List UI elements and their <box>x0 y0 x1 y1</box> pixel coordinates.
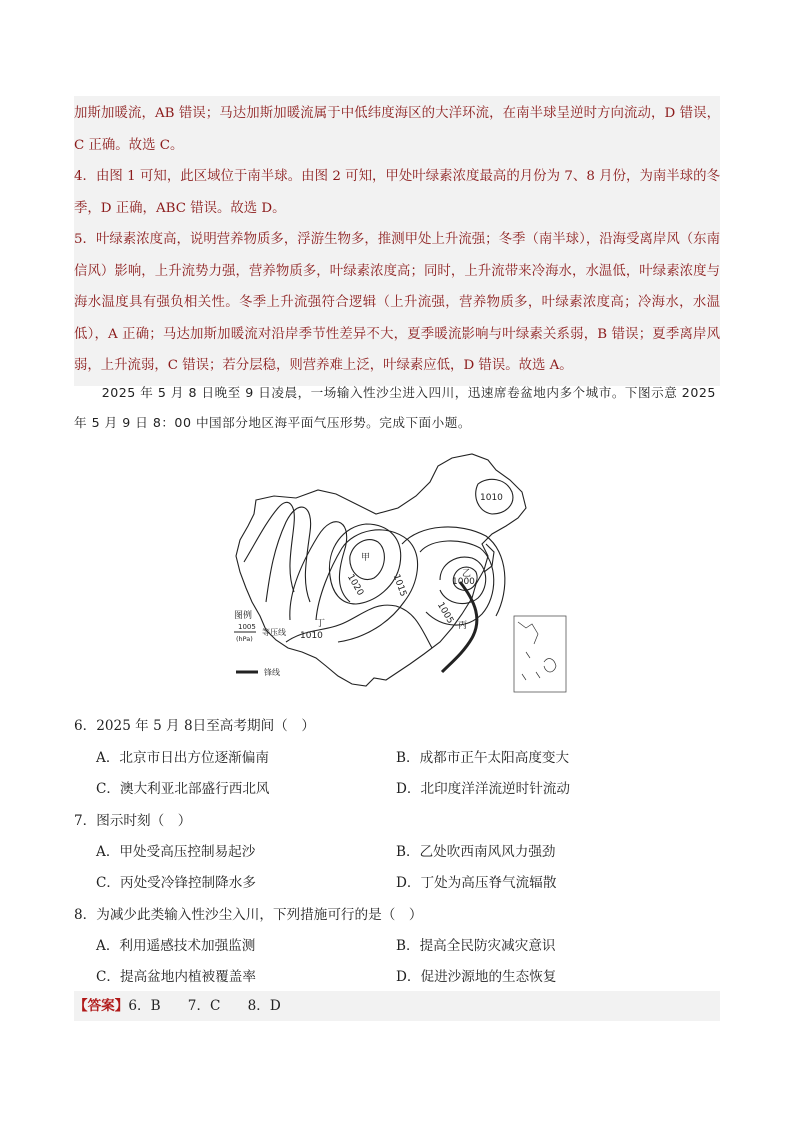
q6-option-a: A．北京市日出方位逐渐偏南 <box>96 750 269 766</box>
svg-text:(hPa): (hPa) <box>236 635 253 643</box>
isobar-label: 1010 <box>480 493 503 503</box>
previous-answers-block <box>74 96 720 386</box>
q8-option-b: B．提高全民防灾减灾意识 <box>396 938 556 954</box>
isobar-label: 1010 <box>300 631 323 641</box>
place-label-jia: 甲 <box>361 553 371 563</box>
question-8-stem: 8．为减少此类输入性沙尘入川，下列措施可行的是（ ） <box>74 907 423 923</box>
answer-line: 4．由图 1 可知，此区域位于南半球。由图 2 可知，甲处叶绿素浓度最高的月份为 7、8 月份，为南半球的冬季，D 正确，ABC 错误。故选 D。 <box>74 169 720 216</box>
svg-text:图例: 图例 <box>234 611 253 621</box>
q7-option-a: A．甲处受高压控制易起沙 <box>96 844 256 860</box>
answer-line: 5．叶绿素浓度高，说明营养物质多，浮游生物多，推测甲处上升流强；冬季（南半球），沿海受离岸风（东南信风）影响，上升流势力强，营养物质多，叶绿素浓度高；同时，上升流带来冷海水，水温低，叶绿素浓度与海水温度具有强负相关性。冬季上升流强符合逻辑（上升流强，营养物质多，叶绿素浓度高；冷海水，水温低），A 正确；马达加斯加暖流对沿岸季节性差异不大，夏季暖流影响与叶绿素关系弱，B 错误；夏季离岸风弱，上升流弱，C 错误；若分层稳，则营养难上泛，叶绿素应低，D 错误。故选 A。 <box>74 232 720 373</box>
q8-option-c: C．提高盆地内植被覆盖率 <box>96 969 256 985</box>
isobar-label: 1015 <box>390 573 408 599</box>
answer-line: 加斯加暖流，AB 错误；马达加斯加暖流属于中低纬度海区的大洋环流，在南半球呈逆时方向流动，D 错误，C 正确。故选 C。 <box>74 106 720 153</box>
question-7-stem: 7．图示时刻（ ） <box>74 813 192 829</box>
q7-option-d: D．丁处为高压脊气流辐散 <box>396 875 557 891</box>
svg-text:1005: 1005 <box>238 623 256 631</box>
isobar-label: 1000 <box>452 577 475 587</box>
place-label-ding: 丁 <box>316 619 326 629</box>
svg-text:锋线: 锋线 <box>264 668 280 677</box>
question-intro: 2025 年 5 月 8 日晚至 9 日凌晨，一场输入性沙尘进入四川，迅速席卷盆地内多个城市。下图示意 2025 年 5 月 9 日 8：00 中国部分地区海平面气压形势。完成下面小题。 <box>74 385 716 430</box>
q6-option-c: C．澳大利亚北部盛行西北风 <box>96 781 270 797</box>
q8-option-a: A．利用遥感技术加强监测 <box>96 938 256 954</box>
place-label-yi: 乙 <box>462 569 472 579</box>
map-legend <box>234 609 286 677</box>
answer-key-text: 6．B 7．C 8．D <box>128 998 281 1014</box>
q8-option-d: D．促进沙源地的生态恢复 <box>396 969 557 985</box>
answer-key-bar <box>74 991 720 1021</box>
isobar-label: 1005 <box>434 600 456 626</box>
q7-option-c: C．丙处受冷锋控制降水多 <box>96 875 256 891</box>
answer-tag: 【答案】 <box>74 998 129 1014</box>
svg-text:等压线: 等压线 <box>262 628 286 637</box>
pressure-map-figure <box>226 452 572 696</box>
place-label-bing: 丙 <box>458 621 468 631</box>
q6-option-b: B．成都市正午太阳高度变大 <box>396 750 570 766</box>
q7-option-b: B．乙处吹西南风风力强劲 <box>396 844 556 860</box>
question-6-stem: 6．2025 年 5 月 8日至高考期间（ ） <box>74 718 315 734</box>
isobar-label: 1020 <box>344 572 366 598</box>
q6-option-d: D．北印度洋洋流逆时针流动 <box>396 781 571 797</box>
south-china-sea-inset <box>514 616 566 692</box>
